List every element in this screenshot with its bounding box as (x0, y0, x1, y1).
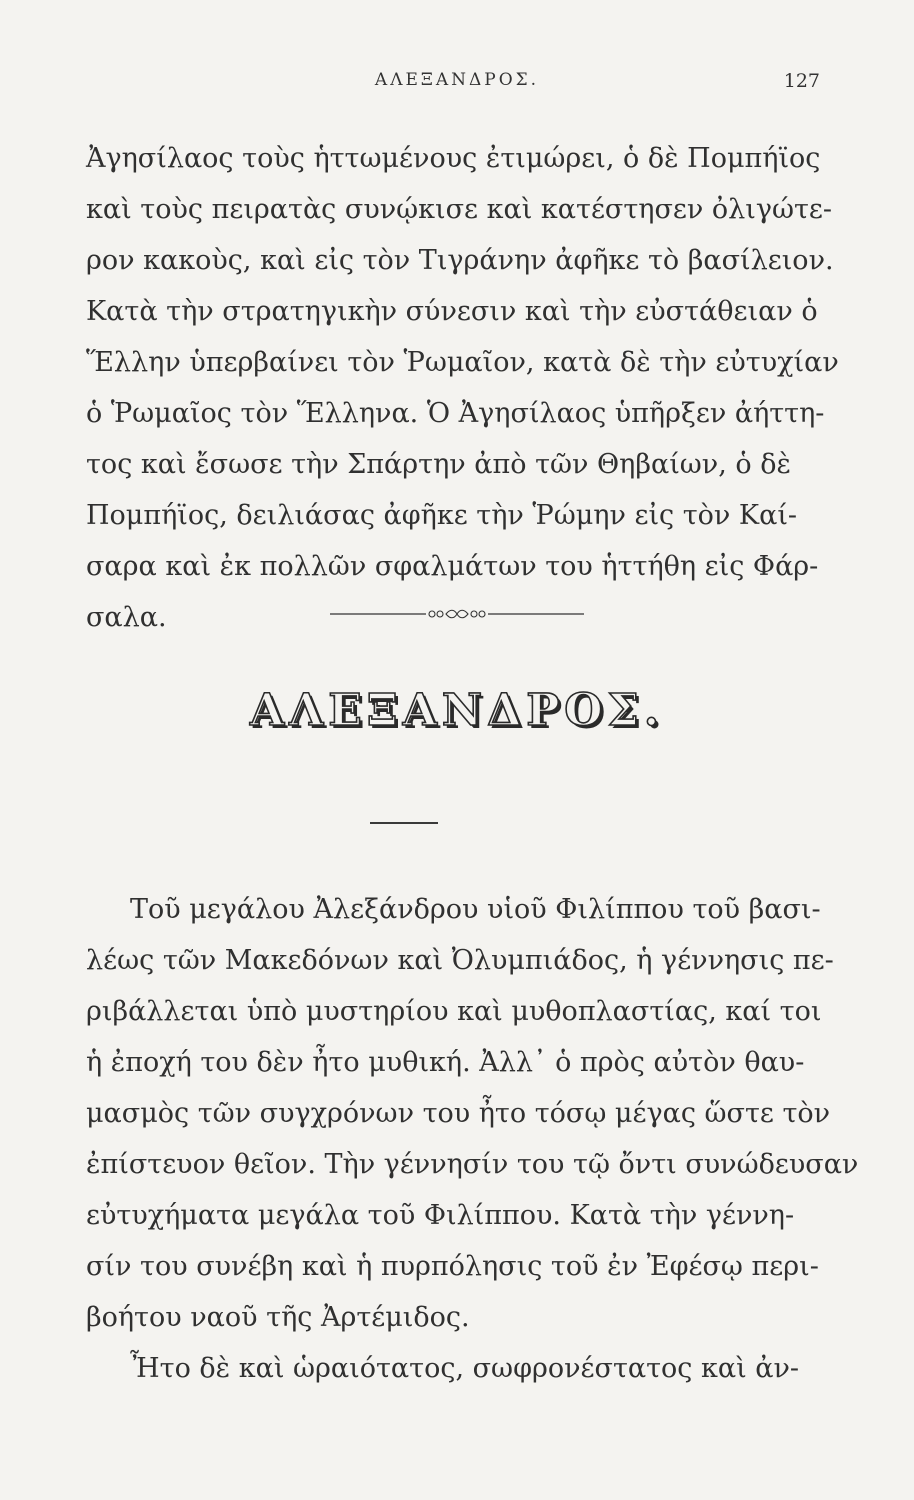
running-head (0, 70, 914, 100)
text-line: σαλα. (86, 602, 167, 633)
section-title: ΑΛΕΞΑΝΔΡΟΣ. (249, 685, 665, 736)
text-line: σαρα καὶ ἐκ πολλῶν σφαλμάτων του ἡττήθη εἰς Φάρ- (86, 551, 819, 582)
text-line: Ἀγησίλαος τοὺς ἡττωμένους ἐτιμώρει, ὁ δὲ Πομπήϊος (86, 143, 821, 174)
page-number: 127 (783, 70, 820, 92)
text-line: ρον κακοὺς, καὶ εἰς τὸν Τιγράνην ἀφῆκε τὸ βασίλειον. (86, 245, 834, 276)
text-line: Ἦτο δὲ καὶ ὡραιότατος, σωφρονέστατος καὶ ἀν- (130, 1353, 800, 1384)
text-line: λέως τῶν Μακεδόνων καὶ Ὀλυμπιάδος, ἡ γέννησις πε- (86, 945, 834, 976)
text-line: Κατὰ τὴν στρατηγικὴν σύνεσιν καὶ τὴν εὐστάθειαν ὁ (86, 296, 818, 327)
text-line: εὐτυχήματα μεγάλα τοῦ Φιλίππου. Κατὰ τὴν γέννη- (86, 1200, 795, 1231)
text-line: βοήτου ναοῦ τῆς Ἀρτέμιδος. (86, 1302, 470, 1333)
text-line: ἡ ἐποχή του δὲν ἦτο μυθική. Ἀλλ᾽ ὁ πρὸς αὐτὸν θαυ- (86, 1047, 805, 1078)
running-title: ΑΛΕΞΑΝΔΡΟΣ. (374, 70, 540, 90)
section-rule (370, 822, 438, 824)
text-line: Τοῦ μεγάλου Ἀλεξάνδρου υἱοῦ Φιλίππου τοῦ βασι- (130, 894, 821, 925)
text-line: Ἕλλην ὑπερβαίνει τὸν Ῥωμαῖον, κατὰ δὲ τὴν εὐτυχίαν (86, 347, 839, 378)
text-line: Πομπήϊος, δειλιάσας ἀφῆκε τὴν Ῥώμην εἰς τὸν Καί- (86, 500, 798, 531)
text-line: ἐπίστευον θεῖον. Τὴν γέννησίν του τῷ ὄντι συνώδευσαν (86, 1149, 859, 1180)
text-line: ριβάλλεται ὑπὸ μυστηρίου καὶ μυθοπλαστίας, καί τοι (86, 996, 822, 1027)
text-line: μασμὸς τῶν συγχρόνων του ἦτο τόσῳ μέγας ὥστε τὸν (86, 1098, 831, 1129)
text-line: καὶ τοὺς πειρατὰς συνῴκισε καὶ κατέστησεν ὀλιγώτε- (86, 194, 833, 225)
text-line: ὁ Ῥωμαῖος τὸν Ἕλληνα. Ὁ Ἀγησίλαος ὑπῆρξεν ἀήττη- (86, 398, 825, 429)
ornament-divider (330, 608, 584, 620)
text-line: τος καὶ ἔσωσε τὴν Σπάρτην ἀπὸ τῶν Θηβαίων, ὁ δὲ (86, 449, 791, 480)
text-line: σίν του συνέβη καὶ ἡ πυρπόλησις τοῦ ἐν Ἐφέσῳ περι- (86, 1251, 819, 1282)
